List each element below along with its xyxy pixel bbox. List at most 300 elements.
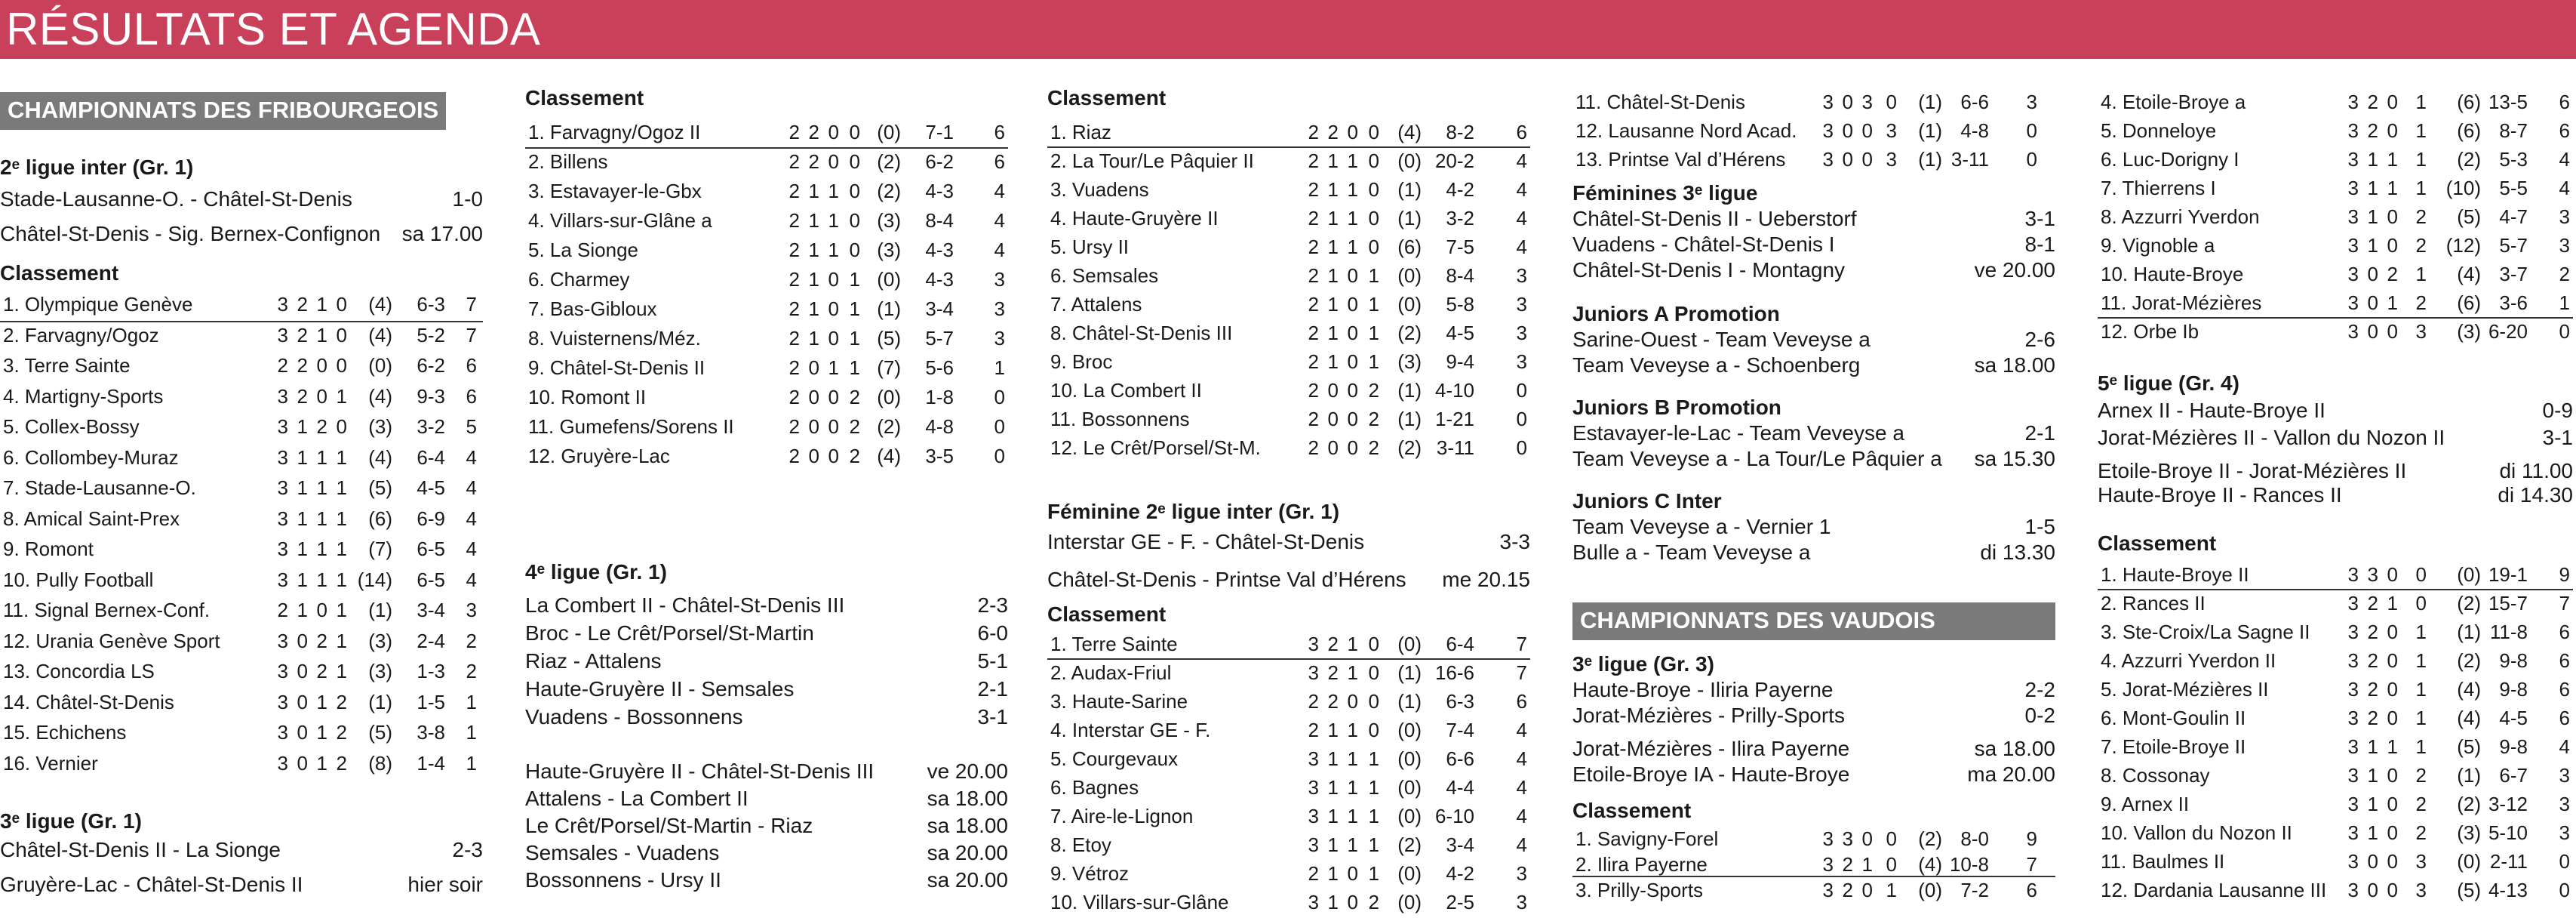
standings-played: 3 (1308, 661, 1319, 684)
standings-team-name: 10. Romont II (528, 386, 647, 408)
standings-team-name: 9. Châtel-St-Denis II (528, 356, 705, 379)
match-teams: Jorat-Mézières - Prilly-Sports (1572, 704, 1845, 727)
standings-played: 3 (1822, 879, 1834, 901)
standings-goals: 1-3 (417, 660, 445, 682)
standings-played: 2 (1308, 178, 1319, 201)
standings-fair-play: (5) (368, 476, 392, 499)
match-row (1572, 421, 2055, 445)
standings-team-name: 6. Collombey-Muraz (3, 445, 179, 469)
standings-row (525, 296, 1008, 325)
standings-goals: 6-6 (1446, 747, 1474, 770)
standings-wins: 0 (2367, 879, 2378, 901)
standings-fair-play: (4) (368, 293, 392, 316)
match-teams: Bulle a - Team Veveyse a (1572, 541, 1811, 564)
standings-row (2098, 590, 2573, 619)
standings-draws: 0 (1861, 827, 1873, 850)
standings-points: 6 (2559, 678, 2570, 701)
standings-played: 3 (2347, 821, 2359, 844)
standings-goals: 1-5 (417, 690, 445, 713)
standings-team-name: 2. Ilira Payerne (1575, 853, 1708, 876)
standings-wins: 1 (808, 180, 819, 202)
standings-fair-play: (0) (1397, 862, 1422, 885)
standings-played: 3 (1308, 891, 1319, 913)
standings-losses: 0 (1886, 827, 1897, 850)
standings-points: 4 (1516, 236, 1527, 258)
match-result: ve 20.00 (927, 759, 1008, 783)
standings-draws: 0 (2387, 205, 2398, 228)
standings-losses: 0 (1368, 236, 1379, 258)
standings-played: 2 (1308, 264, 1319, 287)
standings-goals: 4-5 (1446, 322, 1474, 344)
standings-team-name: 10. La Combert II (1050, 379, 1202, 402)
standings-row (0, 628, 483, 659)
standings-team-name: 7. Bas-Gibloux (528, 297, 657, 320)
standings-wins: 0 (1842, 91, 1853, 113)
standings-wins: 2 (808, 121, 819, 143)
standings-wins: 1 (1327, 293, 1339, 316)
standings-losses: 0 (849, 209, 860, 232)
match-row (1572, 207, 2055, 231)
standings-played: 3 (1308, 805, 1319, 827)
standings-losses: 0 (1368, 633, 1379, 655)
standings-wins: 2 (1327, 121, 1339, 143)
standings-points: 6 (2559, 91, 2570, 113)
standings-team-name: 11. Bossonnens (1050, 408, 1190, 430)
standings-losses: 1 (1368, 293, 1379, 316)
standings-team-name: 11. Châtel-St-Denis (1575, 91, 1745, 113)
standings-goals: 7-2 (1960, 879, 1989, 901)
standings-played: 3 (1822, 827, 1834, 850)
standings-team-name: 4. Villars-sur-Glâne a (528, 209, 712, 232)
standings-wins: 1 (1327, 747, 1339, 770)
section-tag-vaudois: CHAMPIONNATS DES VAUDOIS (1572, 602, 2055, 640)
standings-wins: 0 (2367, 850, 2378, 873)
standings-played: 2 (1308, 436, 1319, 459)
standings-points: 9 (2559, 563, 2570, 586)
standings-team-name: 8. Amical Saint-Prex (3, 507, 180, 530)
match-row (1572, 328, 2055, 352)
standings-draws: 0 (316, 599, 327, 621)
standings-points: 0 (1516, 379, 1527, 402)
standings-row (1572, 118, 2055, 146)
standings-wins: 2 (2367, 91, 2378, 113)
standings-goals: 3-4 (1446, 833, 1474, 856)
standings-wins: 1 (297, 568, 308, 591)
standings-team-name: 11. Signal Bernex-Conf. (3, 599, 211, 621)
standings-fair-play: (0) (2457, 850, 2481, 873)
match-result: 6-0 (977, 621, 1008, 645)
section-heading: Juniors C Inter (1572, 489, 1722, 513)
standings-fair-play: (4) (1918, 853, 1942, 876)
standings-played: 3 (1308, 776, 1319, 799)
standings-points: 3 (2026, 91, 2037, 113)
standings-fair-play: (4) (2457, 707, 2481, 729)
standings-losses: 0 (849, 121, 860, 143)
match-teams: Bossonnens - Ursy II (525, 868, 721, 892)
standings-row (2098, 762, 2573, 791)
standings-row (525, 384, 1008, 414)
standings-losses: 2 (849, 415, 860, 438)
standings-team-name: 10. Vallon du Nozon II (2101, 821, 2292, 844)
standings-team-name: 7. Thierrens I (2101, 177, 2216, 199)
standings-wins: 2 (1327, 661, 1339, 684)
standings-draws: 0 (828, 150, 839, 173)
standings-points: 4 (466, 445, 477, 469)
standings-draws: 3 (1861, 91, 1873, 113)
standings-row (1047, 377, 1530, 406)
standings-row (0, 322, 483, 353)
standings-team-name: 11. Gumefens/Sorens II (528, 415, 734, 438)
standings-goals: 5-2 (417, 323, 445, 347)
standings-wins: 2 (297, 323, 308, 347)
standings-heading: Classement (525, 86, 644, 109)
standings-wins: 0 (297, 660, 308, 682)
standings-row (1047, 119, 1530, 148)
standings-wins: 1 (297, 445, 308, 469)
standings-wins: 3 (1842, 827, 1853, 850)
standings-played: 2 (1308, 408, 1319, 430)
standings-played: 3 (2347, 735, 2359, 758)
standings-points: 4 (466, 538, 477, 560)
standings-wins: 2 (2367, 678, 2378, 701)
match-row (525, 649, 1008, 673)
standings-fair-play: (0) (1397, 293, 1422, 316)
standings-goals: 3-6 (2499, 291, 2528, 314)
match-result: 3-3 (1499, 530, 1530, 553)
match-row (525, 677, 1008, 701)
match-teams: Haute-Broye II - Rances II (2098, 483, 2342, 507)
standings-losses: 0 (1368, 121, 1379, 143)
standings-fair-play: (5) (2457, 205, 2481, 228)
standings-wins: 1 (1327, 236, 1339, 258)
standings-fair-play: (1) (2457, 764, 2481, 787)
standings-team-name: 4. Etoile-Broye a (2101, 91, 2246, 113)
standings-team-name: 11. Baulmes II (2101, 850, 2225, 873)
standings-draws: 0 (1347, 862, 1358, 885)
standings-fair-play: (0) (1397, 891, 1422, 913)
match-teams: Attalens - La Combert II (525, 787, 749, 810)
standings-goals: 4-13 (2488, 879, 2528, 901)
match-teams: Le Crêt/Porsel/St-Martin - Riaz (525, 814, 813, 837)
section-heading: 3ᵉ ligue (Gr. 3) (1572, 652, 1714, 676)
standings-wins: 2 (1327, 690, 1339, 713)
standings-draws: 0 (2387, 91, 2398, 113)
standings-row (0, 291, 483, 322)
standings-fair-play: (0) (1918, 879, 1942, 901)
standings-wins: 0 (808, 415, 819, 438)
standings-played: 2 (788, 180, 800, 202)
standings-fair-play: (5) (368, 721, 392, 744)
standings-played: 3 (2347, 119, 2359, 142)
match-result: 3-1 (2542, 426, 2573, 449)
standings-fair-play: (2) (2457, 793, 2481, 815)
standings-draws: 1 (1347, 236, 1358, 258)
standings-row (2098, 175, 2573, 204)
standings-draws: 1 (316, 507, 327, 530)
standings-row (2098, 319, 2573, 347)
match-result: sa 18.00 (1974, 353, 2055, 377)
standings-row (2098, 648, 2573, 676)
standings-played: 3 (2347, 291, 2359, 314)
standings-played: 2 (788, 356, 800, 379)
section-heading: Féminines 3ᵉ ligue (1572, 181, 1758, 205)
match-result: 3-1 (2024, 207, 2055, 230)
standings-losses: 2 (336, 721, 347, 744)
standings-draws: 0 (2387, 764, 2398, 787)
standings-losses: 0 (1886, 91, 1897, 113)
standings-fair-play: (1) (1918, 119, 1942, 142)
standings-row (525, 414, 1008, 443)
standings-played: 3 (277, 415, 288, 438)
standings-played: 2 (1308, 350, 1319, 373)
standings-wins: 2 (808, 150, 819, 173)
standings-losses: 2 (2415, 764, 2427, 787)
match-result: 2-3 (977, 593, 1008, 617)
standings-points: 6 (2559, 119, 2570, 142)
standings-fair-play: (1) (1397, 178, 1422, 201)
standings-draws: 1 (1861, 853, 1873, 876)
standings-points: 2 (466, 629, 477, 652)
standings-fair-play: (1) (2457, 621, 2481, 643)
standings-points: 4 (1516, 719, 1527, 741)
standings-fair-play: (12) (2445, 234, 2481, 257)
match-result: sa 18.00 (927, 814, 1008, 837)
match-result: 0-9 (2542, 399, 2573, 422)
standings-played: 3 (2347, 879, 2359, 901)
standings-points: 0 (994, 386, 1005, 408)
standings-row (1047, 861, 1530, 889)
standings-wins: 2 (2367, 707, 2378, 729)
standings-fair-play: (14) (357, 568, 392, 591)
standings-goals: 6-6 (1960, 91, 1989, 113)
standings-played: 2 (1308, 379, 1319, 402)
match-row (1572, 233, 2055, 257)
standings-draws: 0 (1861, 879, 1873, 901)
standings-points: 7 (466, 293, 477, 316)
standings-played: 2 (1308, 207, 1319, 230)
standings-played: 3 (2347, 148, 2359, 171)
standings-team-name: 7. Stade-Lausanne-O. (3, 476, 196, 499)
standings-wins: 1 (2367, 234, 2378, 257)
match-result: 2-1 (2024, 421, 2055, 445)
standings-row (1047, 832, 1530, 861)
standings-played: 3 (1822, 119, 1834, 142)
standings-played: 2 (1308, 719, 1319, 741)
standings-wins: 1 (2367, 793, 2378, 815)
standings-draws: 1 (316, 445, 327, 469)
standings-losses: 0 (336, 415, 347, 438)
standings-wins: 1 (1327, 862, 1339, 885)
standings-played: 3 (2347, 649, 2359, 672)
standings-points: 0 (2559, 320, 2570, 343)
standings-wins: 0 (1842, 148, 1853, 171)
standings-team-name: 7. Etoile-Broye II (2101, 735, 2246, 758)
standings-goals: 3-7 (2499, 263, 2528, 285)
standings-points: 9 (2026, 827, 2037, 850)
standings-points: 3 (994, 327, 1005, 350)
standings-row (2098, 233, 2573, 261)
standings-fair-play: (5) (877, 327, 901, 350)
standings-row (1047, 320, 1530, 349)
standings-fair-play: (0) (1397, 264, 1422, 287)
standings-goals: 6-20 (2488, 320, 2528, 343)
standings-points: 0 (1516, 408, 1527, 430)
standings-fair-play: (1) (368, 599, 392, 621)
standings-draws: 1 (316, 751, 327, 775)
standings-points: 1 (466, 721, 477, 744)
standings-fair-play: (7) (368, 538, 392, 560)
match-result: sa 15.30 (1974, 447, 2055, 470)
standings-points: 0 (2559, 850, 2570, 873)
standings-row (525, 208, 1008, 237)
standings-fair-play: (1) (1397, 661, 1422, 684)
standings-fair-play: (6) (2457, 91, 2481, 113)
standings-played: 3 (277, 507, 288, 530)
standings-wins: 1 (1327, 776, 1339, 799)
standings-fair-play: (4) (368, 445, 392, 469)
match-row (525, 705, 1008, 729)
standings-played: 3 (2347, 263, 2359, 285)
standings-wins: 0 (808, 386, 819, 408)
standings-draws: 1 (1347, 747, 1358, 770)
standings-team-name: 7. Attalens (1050, 293, 1142, 316)
standings-points: 3 (1516, 862, 1527, 885)
standings-goals: 4-3 (925, 239, 954, 261)
standings-wins: 2 (297, 293, 308, 316)
standings-points: 1 (994, 356, 1005, 379)
standings-points: 3 (2559, 793, 2570, 815)
standings-played: 2 (788, 209, 800, 232)
standings-team-name: 12. Lausanne Nord Acad. (1575, 119, 1797, 142)
match-teams: Jorat-Mézières II - Vallon du Nozon II (2098, 426, 2445, 449)
standings-draws: 0 (2387, 793, 2398, 815)
standings-losses: 2 (336, 690, 347, 713)
standings-played: 3 (277, 323, 288, 347)
standings-wins: 1 (297, 476, 308, 499)
standings-draws: 2 (316, 660, 327, 682)
match-teams: Broc - Le Crêt/Porsel/St-Martin (525, 621, 814, 645)
standings-fair-play: (0) (1397, 805, 1422, 827)
standings-draws: 0 (828, 386, 839, 408)
match-teams: Riaz - Attalens (525, 649, 662, 673)
standings-draws: 0 (1347, 121, 1358, 143)
standings-goals: 1-8 (925, 386, 954, 408)
standings-row (1047, 349, 1530, 377)
standings-team-name: 8. Cossonay (2101, 764, 2210, 787)
standings-losses: 3 (1886, 119, 1897, 142)
standings-goals: 4-7 (2499, 205, 2528, 228)
standings-team-name: 10. Pully Football (3, 568, 154, 591)
standings-points: 4 (994, 209, 1005, 232)
standings-team-name: 1. Haute-Broye II (2101, 563, 2249, 586)
standings-team-name: 4. Azzurri Yverdon II (2101, 649, 2276, 672)
standings-played: 2 (277, 354, 288, 377)
standings-losses: 2 (336, 751, 347, 775)
standings-wins: 1 (1327, 891, 1339, 913)
standings-wins: 2 (297, 354, 308, 377)
match-teams: Vuadens - Bossonnens (525, 705, 743, 729)
match-result: sa 18.00 (927, 787, 1008, 810)
standings-goals: 4-2 (1446, 862, 1474, 885)
standings-draws: 0 (1347, 264, 1358, 287)
standings-goals: 6-3 (417, 293, 445, 316)
standings-goals: 4-10 (1434, 379, 1474, 402)
standings-losses: 0 (1368, 178, 1379, 201)
standings-goals: 9-8 (2499, 678, 2528, 701)
standings-goals: 8-4 (1446, 264, 1474, 287)
standings-row (1047, 889, 1530, 918)
standings-points: 1 (2559, 291, 2570, 314)
standings-team-name: 8. Vuisternens/Méz. (528, 327, 701, 350)
standings-row (0, 506, 483, 537)
standings-wins: 0 (2367, 291, 2378, 314)
standings-row (0, 658, 483, 689)
standings-row (1572, 877, 2055, 903)
standings-wins: 1 (1327, 833, 1339, 856)
standings-row (2098, 619, 2573, 648)
standings-draws: 0 (1347, 322, 1358, 344)
standings-wins: 1 (808, 239, 819, 261)
standings-team-name: 9. Vignoble a (2101, 234, 2215, 257)
standings-goals: 7-1 (925, 121, 954, 143)
standings-wins: 0 (297, 751, 308, 775)
match-result: me 20.15 (1442, 568, 1530, 591)
standings-draws: 1 (2387, 177, 2398, 199)
standings-goals: 3-5 (925, 445, 954, 467)
standings-draws: 1 (1347, 833, 1358, 856)
standings-points: 7 (2026, 853, 2037, 876)
standings-team-name: 1. Olympique Genève (3, 293, 193, 316)
standings-goals: 5-8 (1446, 293, 1474, 316)
match-result: sa 17.00 (401, 222, 483, 245)
standings-played: 2 (788, 121, 800, 143)
standings-draws: 0 (1347, 690, 1358, 713)
standings-row (0, 384, 483, 414)
standings-wins: 0 (1327, 379, 1339, 402)
standings-team-name: 5. Collex-Bossy (3, 415, 140, 438)
standings-wins: 1 (297, 538, 308, 560)
standings-team-name: 10. Haute-Broye (2101, 263, 2244, 285)
standings-points: 4 (2559, 735, 2570, 758)
section-heading: 3ᵉ ligue (Gr. 1) (0, 809, 142, 833)
standings-row (2098, 204, 2573, 233)
standings-wins: 1 (2367, 735, 2378, 758)
standings-goals: 6-5 (417, 538, 445, 560)
match-result: 0-2 (2024, 704, 2055, 727)
standings-team-name: 4. Haute-Gruyère II (1050, 207, 1219, 230)
standings-row (525, 325, 1008, 355)
standings-goals: 4-3 (925, 268, 954, 291)
standings-row (1572, 852, 2055, 877)
standings-losses: 2 (1368, 436, 1379, 459)
standings-played: 2 (788, 239, 800, 261)
standings-played: 3 (2347, 205, 2359, 228)
match-result: sa 20.00 (927, 868, 1008, 892)
standings-fair-play: (2) (1918, 827, 1942, 850)
standings-points: 4 (2559, 148, 2570, 171)
standings-goals: 6-10 (1434, 805, 1474, 827)
standings-row (525, 266, 1008, 296)
standings-team-name: 3. Terre Sainte (3, 354, 131, 377)
standings-losses: 0 (1368, 661, 1379, 684)
standings-row (2098, 118, 2573, 146)
standings-played: 2 (788, 150, 800, 173)
standings-team-name: 11. Jorat-Mézières (2101, 291, 2262, 314)
standings-losses: 1 (2415, 649, 2427, 672)
standings-points: 3 (1516, 293, 1527, 316)
standings-goals: 3-11 (1436, 436, 1474, 459)
standings-goals: 9-8 (2499, 649, 2528, 672)
